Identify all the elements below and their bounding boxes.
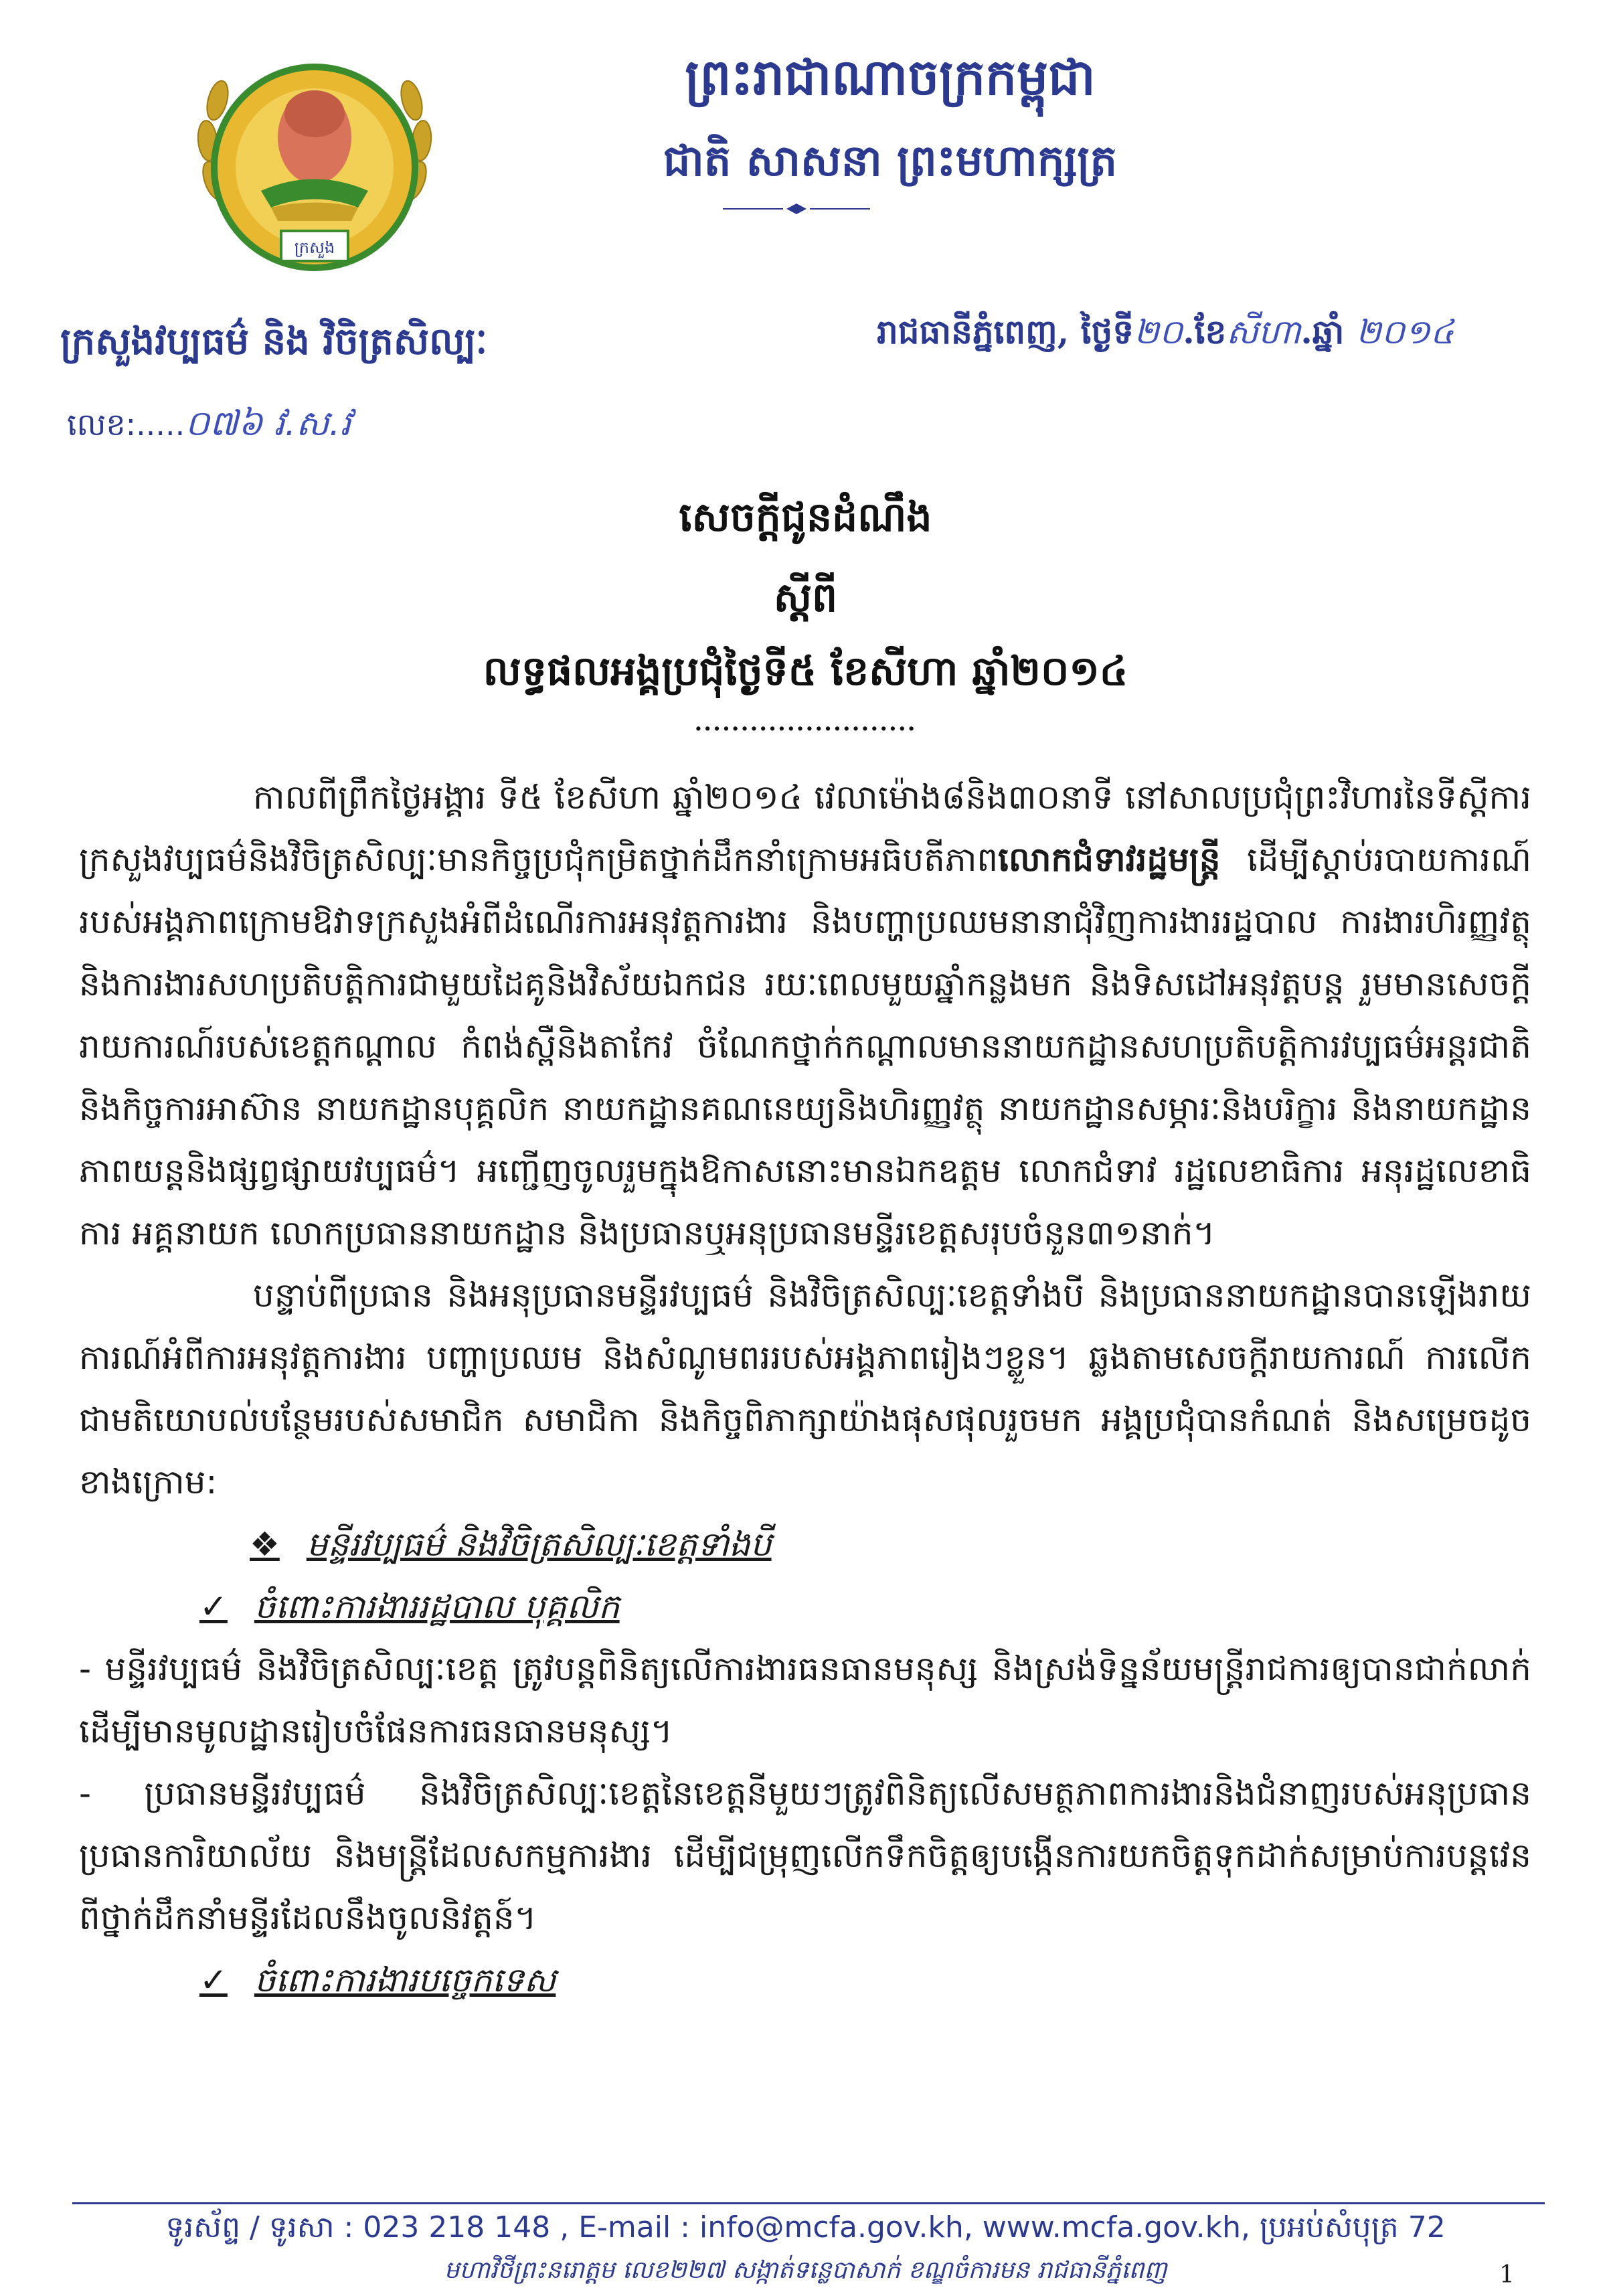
date-day: ២០	[1133, 313, 1183, 351]
footer-contact: ទូរស័ព្ទ / ទូរសា : 023 218 148 , E-mail : info@mcfa.gov.kh, www.mcfa.gov.kh, ប្រអប់សំបុត្រ 72	[165, 2210, 1446, 2244]
section-heading-text: មន្ទីរវប្បធម៌ និងវិចិត្រសិល្បៈខេត្តទាំងបី	[306, 1525, 772, 1564]
paragraph-1-bold: លោកជំទាវរដ្ឋមន្ត្រី	[998, 840, 1221, 879]
header-ornament	[723, 201, 870, 217]
document-type: សេចក្តីជូនដំណឹង	[679, 494, 932, 541]
paragraph-1-rest: ដើម្បីស្តាប់របាយការណ៍របស់អង្គភាពក្រោមឱវាទក្រសួងអំពីដំណើរការអនុវត្តការងារ និងបញ្ហាប្រឈមនានាជុំវិញការងាររដ្ឋបាល ការងារហិរញ្ញវត្ថុ និងការងារសហប្រតិបត្តិការជាមួយដៃគូនិងវិស័យឯកជន រយៈពេលមួយឆ្នាំកន្លងមក និងទិសដៅអនុវត្តបន្ត រួមមានសេចក្តីរាយការណ៍របស់ខេត្តកណ្តាល កំពង់ស្ពឺនិងតាកែវ ចំណែកថ្នាក់កណ្តាលមាននាយកដ្ឋានសហប្រតិបត្តិការវប្បធម៌អន្តរជាតិនិងកិច្ចការអាស៊ាន នាយកដ្ឋានបុគ្គលិក នាយកដ្ឋានគណនេយ្យនិងហិរញ្ញវត្ថុ នាយកដ្ឋានសម្ភារៈនិងបរិក្ខារ និងនាយកដ្ឋានភាពយន្តនិងផ្សព្វផ្សាយវប្បធម៌។ អញ្ជើញចូលរួមក្នុងឱកាសនោះមានឯកឧត្តម លោកជំទាវ រដ្ឋលេខាធិការ អនុរដ្ឋលេខាធិការ អគ្គនាយក លោកប្រធាននាយកដ្ឋាន និងប្រធានឬអនុប្រធានមន្ទីរខេត្តសរុបចំនួន៣១នាក់។	[79, 840, 1531, 1252]
checkmark-icon: ✓	[199, 1961, 228, 1999]
paragraph-2: បន្ទាប់ពីប្រធាន និងអនុប្រធានមន្ទីរវប្បធម៌ និងវិចិត្រសិល្បៈខេត្តទាំងបី និងប្រធាននាយកដ្ឋានបានឡើងរាយការណ៍អំពីការអនុវត្តការងារ បញ្ហាប្រឈម និងសំណូមពររបស់អង្គភាពរៀងៗខ្លួន។ ឆ្លងតាមសេចក្តីរាយការណ៍ ការលើកជាមតិយោបល់បន្ថែមរបស់សមាជិក សមាជិកា និងកិច្ចពិភាក្សាយ៉ាងផុសផុលរួចមក អង្គប្រជុំបានកំណត់ និងសម្រេចដូចខាងក្រោម:	[79, 1276, 1531, 1501]
date-year: ២០១៤	[1355, 313, 1454, 351]
date-prefix: រាជធានីភ្នំពេញ, ថ្ងៃទី	[877, 312, 1134, 351]
checkmark-icon: ✓	[199, 1587, 228, 1626]
diamond-bullet-icon: ❖	[250, 1525, 280, 1564]
title-divider: ........................	[694, 710, 917, 736]
reference-number: លេខ:.....០៧៦ វ.ស.វ	[67, 404, 351, 444]
paragraph-1	[79, 766, 1531, 1264]
list-item-1: - មន្ទីរវប្បធម៌ និងវិចិត្រសិល្បៈខេត្ត ត្រូវបន្តពិនិត្យលើការងារធនធានមនុស្ស និងស្រង់ទិន្នន័យមន្ត្រីរាជការឲ្យបានជាក់លាក់ ដើម្បីមានមូលដ្ឋានរៀបចំផែនការធនធានមនុស្ស។	[79, 1649, 1531, 1750]
ref-prefix: លេខ:	[67, 406, 137, 442]
date-year-prefix: ឆ្នាំ	[1312, 312, 1345, 351]
document-subject: លទ្ធផលអង្គប្រជុំថ្ងៃទី៥ ខែសីហា ឆ្នាំ២០១៤	[483, 648, 1128, 695]
subsection-technical-text: ចំពោះការងារបច្ចេកទេស	[254, 1961, 556, 1999]
footer-divider	[72, 2202, 1545, 2204]
subsection-admin-text: ចំពោះការងាររដ្ឋបាល បុគ្គលិក	[254, 1587, 620, 1626]
subsection-heading-admin	[79, 1576, 1531, 1638]
date-month-prefix: ខែ	[1194, 312, 1227, 351]
date-line: រាជធានីភ្នំពេញ, ថ្ងៃទី២០.ខែសីហា.ឆ្នាំ ២០១៤	[877, 312, 1454, 351]
section-heading	[79, 1513, 1531, 1576]
page-number: 1	[1499, 2261, 1515, 2289]
subsection-heading-technical	[79, 1949, 1531, 2012]
document-body	[79, 766, 1531, 2012]
paragraph-1-text: កាលពីព្រឹកថ្ងៃអង្គារ ទី៥ ខែសីហា ឆ្នាំ២០១៤ វេលាម៉ោង៨និង៣០នាទី នៅសាលប្រជុំព្រះវិហារនៃទីស្តីការក្រសួងវប្បធម៌និងវិចិត្រសិល្បៈមានកិច្ចប្រជុំកម្រិតថ្នាក់ដឹកនាំក្រោមអធិបតីភាព	[79, 778, 1531, 879]
kingdom-motto: ជាតិ សាសនា ព្រះមហាក្សត្រ	[663, 136, 1118, 186]
footer-address: មហាវិថីព្រះនរោត្តម លេខ២២៧ សង្កាត់ទន្លេបាសាក់ ខណ្ឌចំការមន រាជធានីភ្នំពេញ	[444, 2257, 1167, 2284]
ref-value: ០៧៦ វ.ស.វ	[185, 404, 351, 444]
logo-label: ក្រសួង	[294, 238, 335, 257]
list-item-2: - ប្រធានមន្ទីរវប្បធម៌ និងវិចិត្រសិល្បៈខេត្តនៃខេត្តនីមួយៗត្រូវពិនិត្យលើសមត្ថភាពការងារនិងជំនាញរបស់អនុប្រធាន ប្រធានការិយាល័យ និងមន្ត្រីដែលសកម្មការងារ ដើម្បីជម្រុញលើកទឹកចិត្តឲ្យបង្កើនការយកចិត្តទុកដាក់សម្រាប់ការបន្តវេន ពីថ្នាក់ដឹកនាំមន្ទីរដែលនឹងចូលនិវត្តន៍។	[79, 1774, 1531, 1937]
date-month: សីហា	[1226, 313, 1301, 351]
kingdom-title: ព្រះរាជាណាចក្រកម្ពុជា	[685, 49, 1096, 106]
ministry-emblem-logo	[187, 40, 442, 295]
ministry-name: ក្រសួងវប្បធម៌ និង វិចិត្រសិល្បៈ	[60, 319, 488, 363]
document-about: ស្តីពី	[773, 574, 838, 621]
